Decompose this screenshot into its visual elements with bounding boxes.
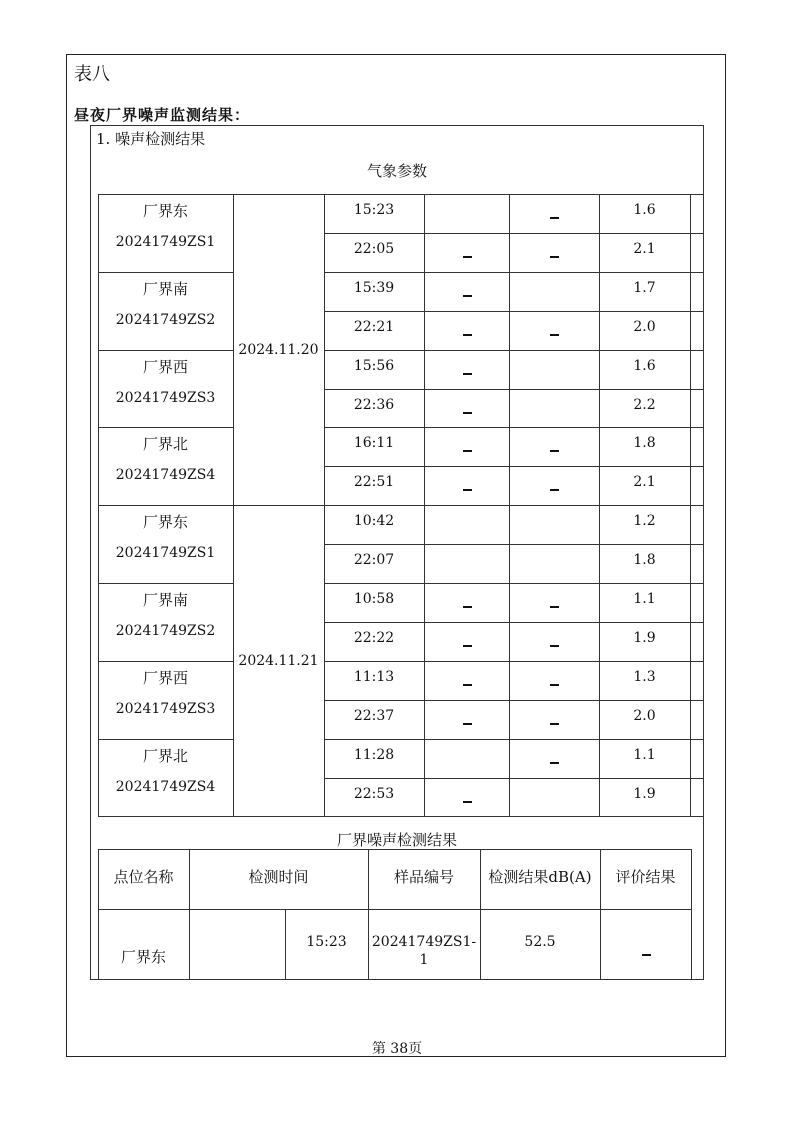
wind-speed-cell: 1.1: [633, 746, 656, 763]
dash-mark: [463, 645, 472, 647]
grid-hline: [324, 311, 703, 312]
grid-hline: [324, 544, 703, 545]
grid-hline: [324, 272, 703, 273]
results-header: 样品编号: [393, 868, 454, 886]
time-cell: 22:36: [353, 396, 395, 413]
wind-speed-cell: 1.3: [633, 668, 656, 685]
grid-hline: [324, 583, 703, 584]
results-header: 评价结果: [615, 868, 676, 886]
wind-speed-cell: 1.8: [633, 435, 656, 452]
site-name: 厂界东: [142, 202, 188, 220]
dash-mark: [463, 256, 472, 258]
wind-speed-cell: 1.8: [633, 552, 656, 569]
wind-speed-cell: 1.2: [633, 513, 656, 530]
site-name: 厂界南: [142, 279, 188, 298]
wind-speed-cell: 2.0: [633, 707, 656, 724]
date-cell: 2024.11.21: [238, 652, 319, 669]
dash-mark: [463, 295, 472, 297]
dash-mark: [463, 373, 472, 375]
grid-hline: [324, 233, 703, 234]
document-title: 昼夜厂界噪声监测结果：: [74, 106, 251, 124]
wind-speed-cell: 2.0: [633, 318, 656, 335]
page-number: 第 38页: [371, 1041, 423, 1057]
site-name: 厂界东: [142, 513, 188, 532]
dash-mark: [550, 684, 559, 686]
site-code: 20241749ZS1: [115, 234, 216, 250]
dash-mark: [550, 217, 559, 219]
time-cell: 22:05: [353, 240, 395, 257]
dash-mark: [550, 645, 559, 647]
grid-hline: [98, 849, 691, 850]
time-cell: 22:07: [353, 552, 395, 569]
section-title: 1. 噪声检测结果: [96, 130, 206, 148]
grid-hline: [324, 622, 703, 623]
grid-hline: [324, 350, 703, 351]
dash-mark: [550, 256, 559, 258]
site-code: 20241749ZS3: [115, 389, 216, 406]
dash-mark: [463, 412, 472, 414]
time-cell: 10:58: [353, 591, 395, 607]
wind-speed-cell: 2.2: [633, 396, 656, 413]
grid-hline: [324, 427, 703, 428]
time-cell: 11:13: [353, 668, 395, 685]
time-cell: 15:56: [353, 357, 395, 374]
noise-results-title: 厂界噪声检测结果: [336, 831, 457, 849]
site-code: 20241749ZS4: [115, 778, 216, 795]
date-cell: 2024.11.20: [238, 341, 319, 358]
grid-hline: [98, 909, 691, 910]
wind-speed-cell: 1.1: [633, 591, 656, 607]
dash-mark: [463, 489, 472, 491]
grid-hline: [324, 389, 703, 390]
time-cell: 15:39: [353, 279, 395, 296]
site-code: 20241749ZS4: [115, 467, 216, 484]
grid-hline: [98, 739, 233, 740]
grid-vline: [691, 849, 692, 979]
table-label: 表八: [74, 64, 110, 85]
grid-hline: [98, 350, 233, 351]
grid-hline: [98, 505, 703, 506]
site-name: 厂界北: [142, 435, 188, 454]
dash-mark: [550, 450, 559, 452]
wind-speed-cell: 2.1: [633, 240, 656, 257]
grid-hline: [98, 194, 703, 195]
site-name: 厂界西: [142, 668, 188, 687]
grid-hline: [324, 700, 703, 701]
time-cell: 22:21: [353, 318, 395, 335]
site-code: 20241749ZS3: [115, 700, 216, 717]
results-header: 点位名称: [113, 868, 174, 886]
time-cell: 15:23: [353, 202, 395, 218]
wind-speed-cell: 1.6: [633, 357, 656, 374]
wind-speed-cell: 2.1: [633, 474, 656, 491]
wind-speed-cell: 1.6: [633, 202, 656, 218]
site-name: 厂界西: [142, 357, 188, 376]
dash-mark: [463, 801, 472, 803]
time-cell: 22:53: [353, 785, 395, 802]
wind-speed-cell: 1.9: [633, 629, 656, 646]
grid-hline: [324, 739, 703, 740]
site-code: 20241749ZS2: [115, 311, 216, 328]
site-name: 厂界北: [142, 746, 188, 765]
dash-mark: [463, 684, 472, 686]
results-time: 15:23: [306, 934, 347, 950]
time-cell: 22:22: [353, 629, 395, 646]
grid-hline: [98, 583, 233, 584]
dash-mark: [550, 762, 559, 764]
results-site: 厂界东: [120, 948, 166, 966]
dash-mark: [463, 334, 472, 336]
grid-hline: [98, 816, 703, 817]
wind-speed-cell: 1.7: [633, 279, 656, 296]
results-eval-dash: [642, 954, 651, 956]
grid-hline: [98, 427, 233, 428]
dash-mark: [550, 334, 559, 336]
site-name: 厂界南: [142, 591, 188, 609]
grid-hline: [98, 272, 233, 273]
time-cell: 22:51: [353, 474, 395, 491]
grid-hline: [324, 778, 703, 779]
dash-mark: [550, 489, 559, 491]
dash-mark: [550, 606, 559, 608]
time-cell: 10:42: [353, 513, 395, 530]
dash-mark: [463, 606, 472, 608]
grid-hline: [98, 979, 691, 980]
dash-mark: [463, 723, 472, 725]
grid-hline: [324, 661, 703, 662]
site-code: 20241749ZS1: [115, 545, 216, 562]
dash-mark: [550, 723, 559, 725]
grid-hline: [98, 661, 233, 662]
grid-hline: [324, 466, 703, 467]
grid-vline: [703, 194, 704, 816]
dash-mark: [463, 450, 472, 452]
time-cell: 16:11: [353, 435, 395, 452]
results-value: 52.5: [524, 934, 556, 950]
time-cell: 22:37: [353, 707, 395, 724]
results-sample: 20241749ZS1-1: [371, 934, 477, 968]
weather-params-title: 气象参数: [366, 162, 427, 180]
wind-speed-cell: 1.9: [633, 785, 656, 802]
site-code: 20241749ZS2: [115, 623, 216, 639]
results-header: 检测结果dB(A): [488, 868, 592, 886]
results-header: 检测时间: [248, 868, 309, 886]
time-cell: 11:28: [353, 746, 395, 763]
